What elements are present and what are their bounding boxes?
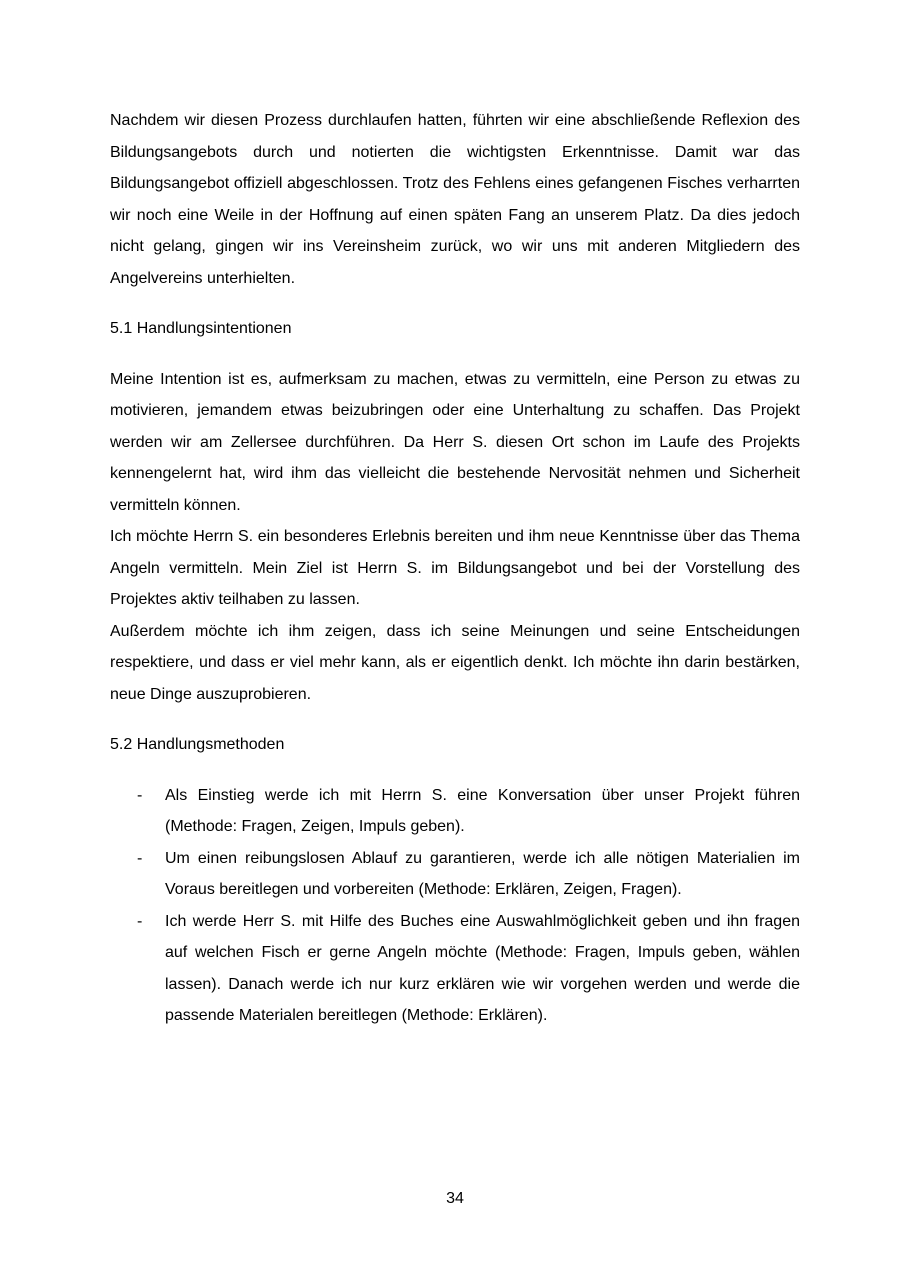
methods-list	[110, 780, 800, 1032]
list-item-text: Ich werde Herr S. mit Hilfe des Buches eine Auswahlmöglichkeit geben und ihn fragen auf welchen Fisch er gerne Angeln möchte (Methode: Fragen, Impuls geben, wählen lassen). Danach werde ich nur kurz erklären wie wir vorgehen werden und werde die passende Materialen bereitlegen (Methode: Erklären).	[165, 912, 800, 1024]
list-item	[110, 906, 800, 1032]
document-page	[110, 105, 800, 1032]
bullet-dash: -	[137, 912, 143, 930]
bullet-dash: -	[137, 849, 143, 867]
intentions-paragraph-3: Außerdem möchte ich ihm zeigen, dass ich seine Meinungen und seine Entscheidungen respektiere, und dass er viel mehr kann, als er eigentlich denkt. Ich möchte ihn darin bestärken, neue Dinge auszuprobieren.	[110, 622, 800, 703]
list-item-text: Um einen reibungslosen Ablauf zu garantieren, werde ich alle nötigen Materialien im Voraus bereitlegen und vorbereiten (Methode: Erklären, Zeigen, Fragen).	[165, 849, 800, 898]
list-item	[110, 843, 800, 906]
page-number: 34	[446, 1190, 464, 1207]
section-heading-5-2: 5.2 Handlungsmethoden	[110, 736, 285, 753]
intentions-paragraph-2: Ich möchte Herrn S. ein besonderes Erlebnis bereiten und ihm neue Kenntnisse über das Thema Angeln vermitteln. Mein Ziel ist Herrn S. im Bildungsangebot und bei der Vorstellung des Projektes aktiv teilhaben zu lassen.	[110, 528, 800, 608]
list-item	[110, 780, 800, 843]
intro-paragraph: Nachdem wir diesen Prozess durchlaufen hatten, führten wir eine abschließende Reflexion des Bildungsangebots durch und notierten die wichtigsten Erkenntnisse. Damit war das Bildungsangebot offiziell abgeschlossen. Trotz des Fehlens eines gefangenen Fisches verharrten wir noch eine Weile in der Hoffnung auf einen späten Fang an unserem Platz. Da dies jedoch nicht gelang, gingen wir ins Vereinsheim zurück, wo wir uns mit anderen Mitgliedern des Angelvereins unterhielten.	[110, 112, 800, 287]
intentions-paragraph-1: Meine Intention ist es, aufmerksam zu machen, etwas zu vermitteln, eine Person zu etwas zu motivieren, jemandem etwas beizubringen oder eine Unterhaltung zu schaffen. Das Projekt werden wir am Zellersee durchführen. Da Herr S. diesen Ort schon im Laufe des Projekts kennengelernt hat, wird ihm das vielleicht die bestehende Nervosität nehmen und Sicherheit vermitteln können.	[110, 370, 800, 514]
section-heading-5-1: 5.1 Handlungsintentionen	[110, 320, 292, 337]
list-item-text: Als Einstieg werde ich mit Herrn S. eine Konversation über unser Projekt führen (Methode: Fragen, Zeigen, Impuls geben).	[165, 786, 800, 835]
bullet-dash: -	[137, 786, 143, 804]
